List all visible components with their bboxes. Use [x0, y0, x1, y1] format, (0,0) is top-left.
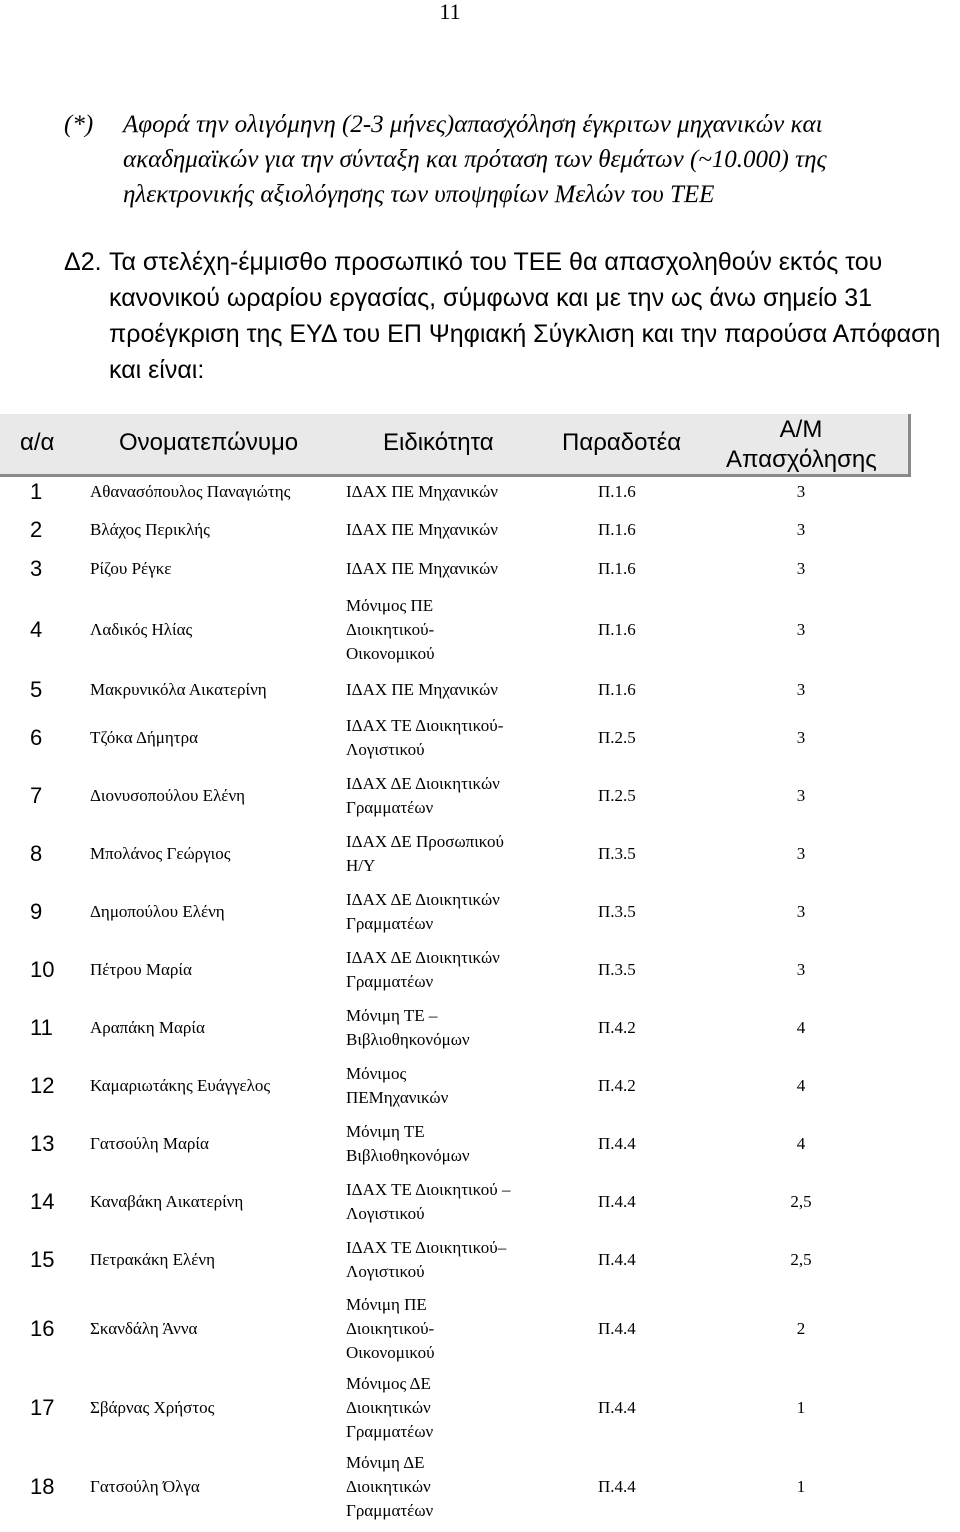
row-number: 2	[30, 517, 43, 542]
row-specialty: Μόνιμη ΠΕ Διοικητικού- Οικονομικού	[346, 1295, 435, 1362]
row-number: 6	[30, 725, 43, 750]
row-deliverable: Π.4.4	[598, 1319, 636, 1338]
row-name: Σβάρνας Χρήστος	[90, 1398, 215, 1417]
row-deliverable: Π.3.5	[598, 902, 636, 921]
row-am: 3	[796, 680, 806, 699]
row-name: Λαδικός Ηλίας	[90, 620, 193, 639]
row-deliverable: Π.2.5	[598, 728, 636, 747]
row-specialty: ΙΔΑΧ ΠΕ Μηχανικών	[346, 559, 498, 578]
row-number: 13	[30, 1131, 55, 1156]
row-number: 17	[30, 1395, 55, 1420]
row-deliverable: Π.4.4	[598, 1192, 636, 1211]
row-specialty: ΙΔΑΧ ΔΕ Διοικητικών Γραμματέων	[346, 774, 500, 817]
row-number: 10	[30, 957, 55, 982]
row-number: 4	[30, 617, 43, 642]
row-deliverable: Π.4.2	[598, 1076, 636, 1095]
row-specialty: Μόνιμη ΤΕ Βιβλιοθηκονόμων	[346, 1122, 470, 1165]
header-am: Α/Μ Απασχόλησης	[726, 416, 877, 473]
row-number: 14	[30, 1189, 55, 1214]
row-number: 11	[30, 1015, 53, 1040]
row-specialty: Μόνιμος ΔΕ Διοικητικών Γραμματέων	[346, 1374, 434, 1441]
row-name: Καναβάκη Αικατερίνη	[90, 1192, 244, 1211]
row-am: 3	[796, 786, 806, 805]
row-deliverable: Π.4.4	[598, 1398, 636, 1417]
row-name: Ρίζου Ρέγκε	[90, 559, 172, 578]
footnote	[64, 107, 944, 212]
row-deliverable: Π.1.6	[598, 680, 636, 699]
row-deliverable: Π.3.5	[598, 844, 636, 863]
section-marker: Δ2.	[64, 248, 102, 276]
row-name: Πέτρου Μαρία	[90, 960, 192, 979]
row-am: 2,5	[790, 1250, 812, 1269]
row-deliverable: Π.1.6	[598, 620, 636, 639]
row-number: 12	[30, 1073, 55, 1098]
row-am: 4	[796, 1018, 806, 1037]
row-name: Γατσούλη Μαρία	[90, 1134, 209, 1153]
row-am: 3	[796, 559, 806, 578]
row-deliverable: Π.1.6	[598, 520, 636, 539]
row-deliverable: Π.4.4	[598, 1477, 636, 1496]
row-name: Γατσούλη Όλγα	[90, 1477, 200, 1496]
header-deliverables: Παραδοτέα	[562, 429, 682, 456]
row-deliverable: Π.3.5	[598, 960, 636, 979]
row-am: 3	[796, 482, 806, 501]
header-aa: α/α	[20, 429, 55, 456]
row-am: 2,5	[790, 1192, 812, 1211]
row-am: 3	[796, 728, 806, 747]
row-name: Καμαριωτάκης Ευάγγελος	[90, 1076, 271, 1095]
section-text: Τα στελέχη-έμμισθο προσωπικό του ΤΕΕ θα απασχοληθούν εκτός του κανονικού ωραρίου εργασίας, σύμφωνα και με την ως άνω σημείο 31 προέγκριση της ΕΥΔ του ΕΠ Ψηφιακή Σύγκλιση και την παρούσα Απόφαση και είναι:	[109, 248, 941, 384]
row-name: Σκανδάλη Άννα	[90, 1319, 198, 1338]
row-name: Τζόκα Δήμητρα	[90, 728, 198, 747]
row-number: 18	[30, 1474, 55, 1499]
row-deliverable: Π.4.4	[598, 1134, 636, 1153]
row-specialty: ΙΔΑΧ ΤΕ Διοικητικού – Λογιστικού	[346, 1180, 511, 1223]
row-number: 7	[30, 783, 43, 808]
row-name: Αθανασόπουλος Παναγιώτης	[90, 482, 291, 501]
row-name: Αραπάκη Μαρία	[90, 1018, 205, 1037]
row-number: 3	[30, 556, 43, 581]
row-specialty: Μόνιμος ΠΕΜηχανικών	[346, 1064, 449, 1107]
row-specialty: Μόνιμος ΠΕ Διοικητικού- Οικονομικού	[346, 596, 435, 663]
footnote-text: Αφορά την ολιγόμηνη (2-3 μήνες)απασχόληση έγκριτων μηχανικών και ακαδημαϊκών για την σύνταξη και πρόταση των θεμάτων (~10.000) της ηλεκτρονικής αξιολόγησης των υποψηφίων Μελών του ΤΕΕ	[123, 111, 827, 208]
row-deliverable: Π.1.6	[598, 482, 636, 501]
row-am: 2	[796, 1319, 806, 1338]
row-specialty: Μόνιμη ΔΕ Διοικητικών Γραμματέων	[346, 1453, 434, 1520]
row-am: 1	[796, 1398, 806, 1417]
row-number: 1	[30, 479, 43, 504]
page-number: 11	[439, 0, 461, 24]
row-specialty: ΙΔΑΧ ΔΕ Διοικητικών Γραμματέων	[346, 948, 500, 991]
row-am: 3	[796, 520, 806, 539]
footnote-marker: (*)	[64, 111, 94, 138]
row-am: 3	[796, 902, 806, 921]
row-am: 4	[796, 1076, 806, 1095]
row-specialty: ΙΔΑΧ ΠΕ Μηχανικών	[346, 482, 498, 501]
section-d2	[64, 244, 944, 388]
row-number: 5	[30, 677, 43, 702]
row-specialty: ΙΔΑΧ ΔΕ Διοικητικών Γραμματέων	[346, 890, 500, 933]
row-am: 1	[796, 1477, 806, 1496]
row-number: 16	[30, 1316, 55, 1341]
row-name: Μακρυνικόλα Αικατερίνη	[90, 680, 267, 699]
row-name: Μπολάνος Γεώργιος	[90, 844, 231, 863]
table-header	[0, 414, 911, 477]
row-deliverable: Π.1.6	[598, 559, 636, 578]
header-specialty: Ειδικότητα	[383, 429, 494, 456]
row-am: 4	[796, 1134, 806, 1153]
row-number: 15	[30, 1247, 55, 1272]
row-name: Δημοπούλου Ελένη	[90, 902, 225, 921]
row-deliverable: Π.4.4	[598, 1250, 636, 1269]
row-name: Διονυσοπούλου Ελένη	[90, 786, 246, 805]
row-am: 3	[796, 844, 806, 863]
row-number: 9	[30, 899, 43, 924]
row-specialty: Μόνιμη ΤΕ – Βιβλιοθηκονόμων	[346, 1006, 470, 1049]
header-name: Ονοματεπώνυμο	[119, 429, 299, 456]
row-name: Πετρακάκη Ελένη	[90, 1250, 216, 1269]
row-specialty: ΙΔΑΧ ΠΕ Μηχανικών	[346, 680, 498, 699]
row-deliverable: Π.2.5	[598, 786, 636, 805]
row-deliverable: Π.4.2	[598, 1018, 636, 1037]
row-name: Βλάχος Περικλής	[90, 520, 210, 539]
row-specialty: ΙΔΑΧ ΤΕ Διοικητικού- Λογιστικού	[346, 716, 504, 759]
row-specialty: ΙΔΑΧ ΤΕ Διοικητικού– Λογιστικού	[346, 1238, 507, 1281]
row-specialty: ΙΔΑΧ ΠΕ Μηχανικών	[346, 520, 498, 539]
row-specialty: ΙΔΑΧ ΔΕ Προσωπικού Η/Υ	[346, 832, 504, 875]
row-am: 3	[796, 620, 806, 639]
row-number: 8	[30, 841, 43, 866]
row-am: 3	[796, 960, 806, 979]
